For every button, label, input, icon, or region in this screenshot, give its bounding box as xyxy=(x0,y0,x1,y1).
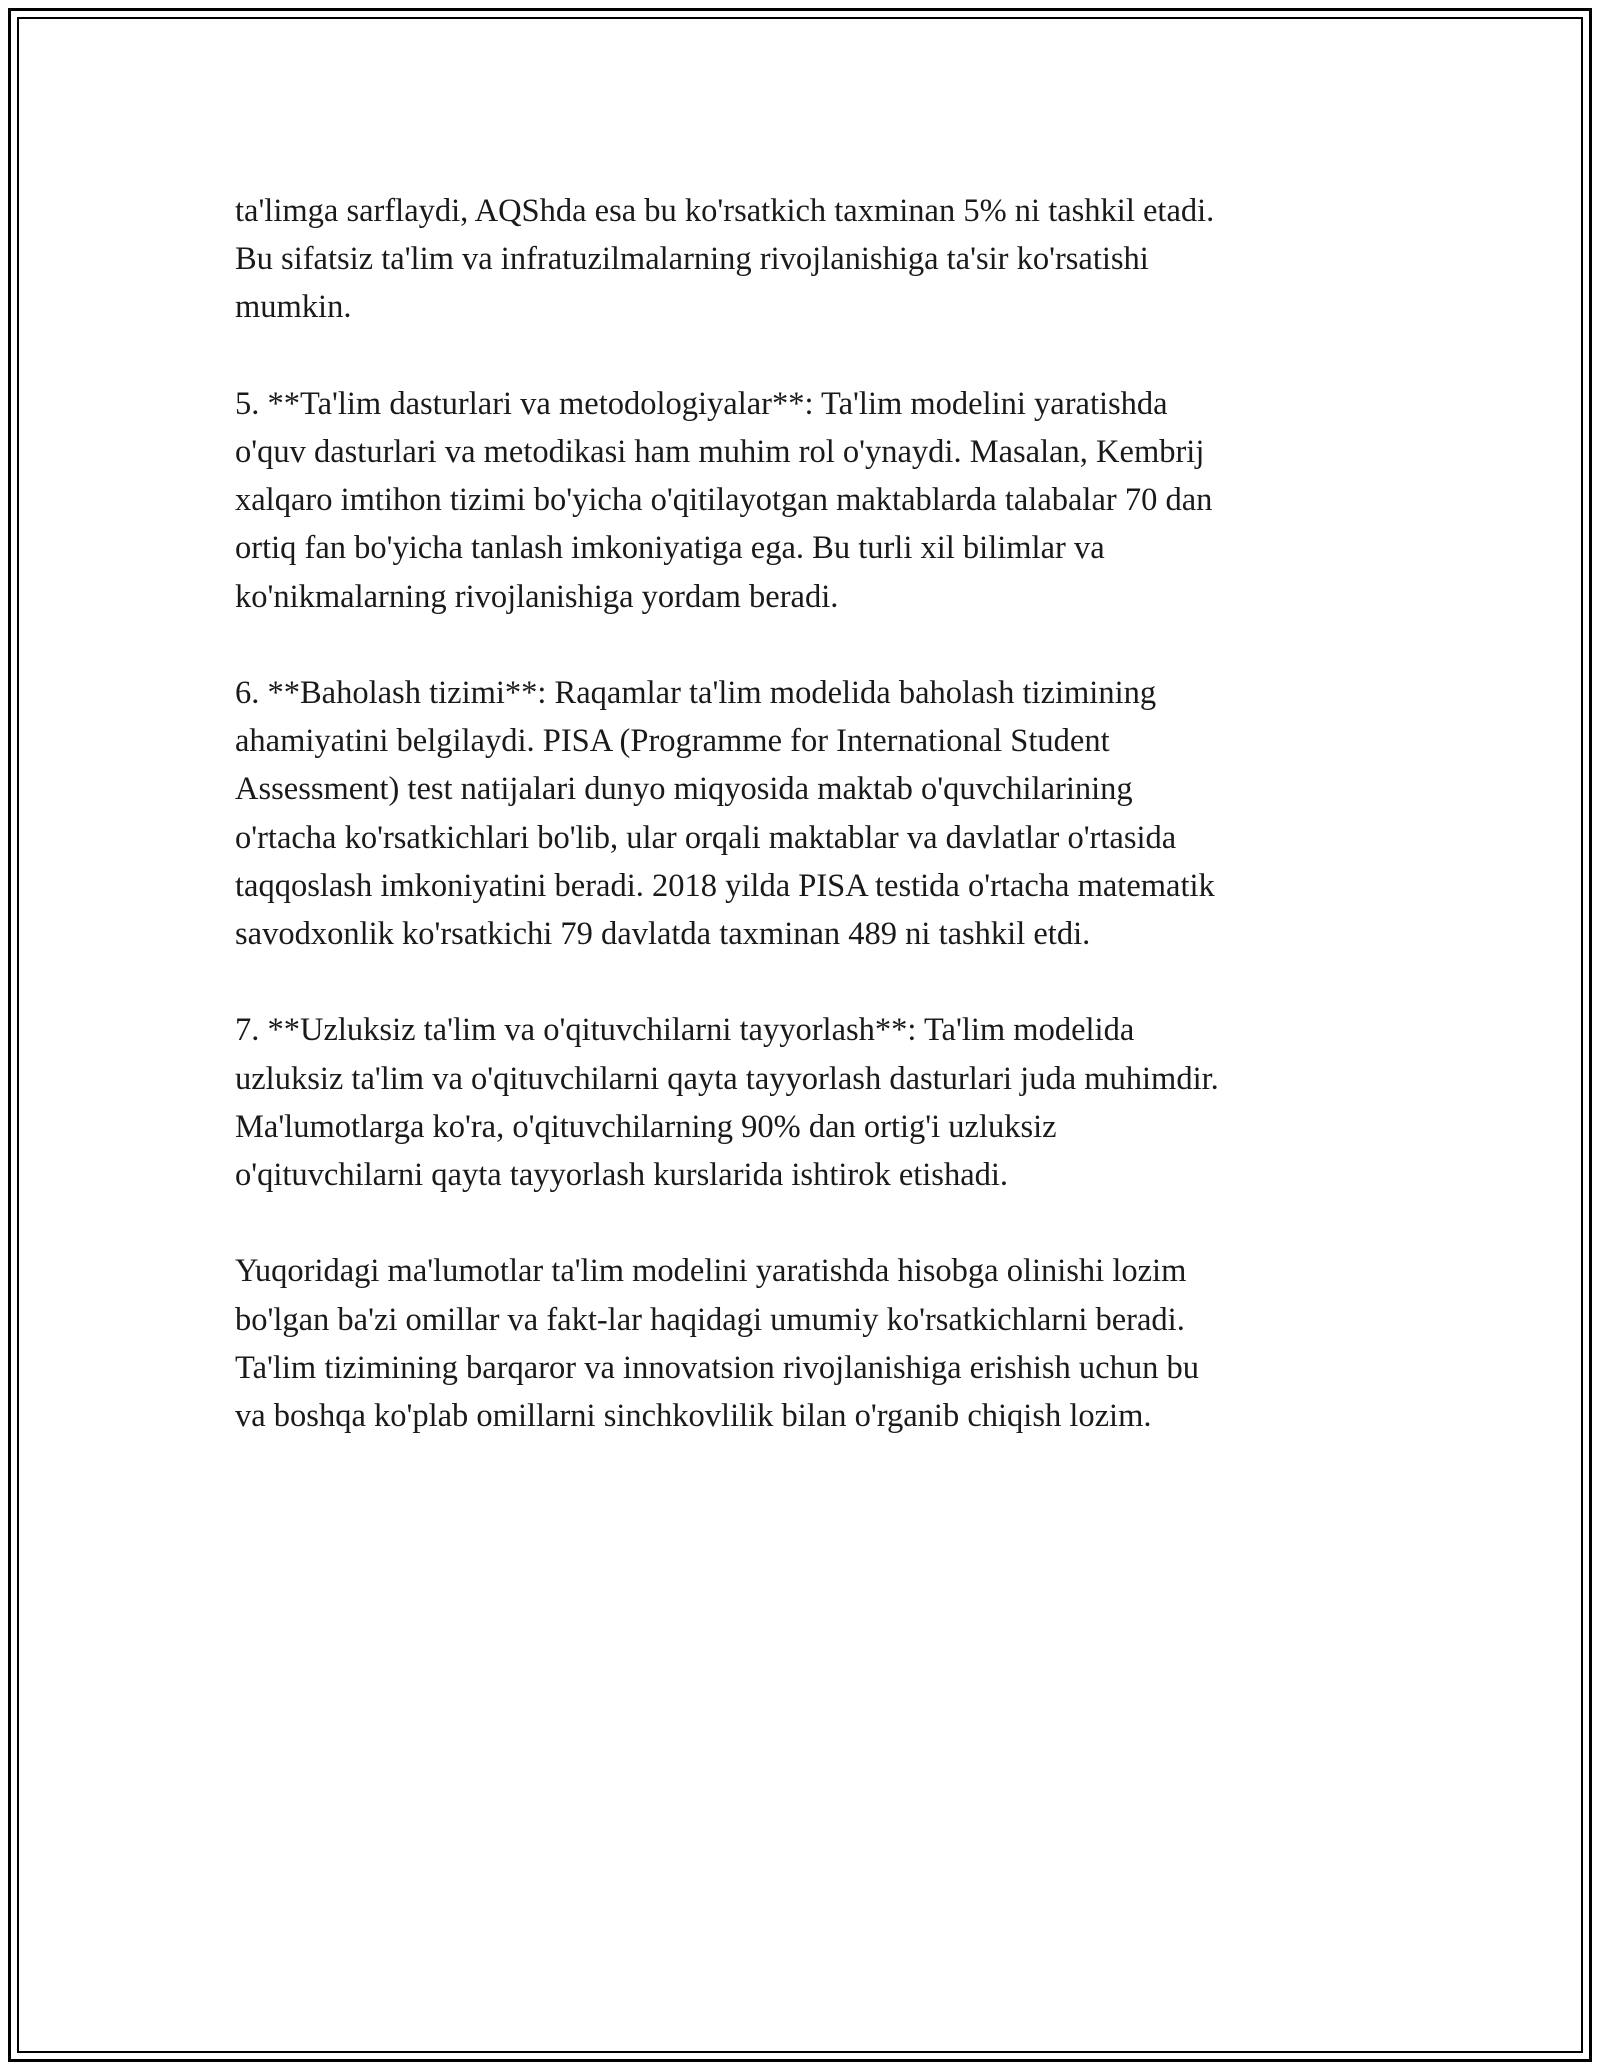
text-line: savodxonlik ko'rsatkichi 79 davlatda taxminan 489 ni tashkil etdi. xyxy=(235,916,1091,953)
text-line: Bu sifatsiz ta'lim va infratuzilmalarning rivojlanishiga ta'sir ko'rsatishi xyxy=(235,241,1149,278)
text-line: taqqoslash imkoniyatini beradi. 2018 yilda PISA testida o'rtacha matematik xyxy=(235,867,1215,904)
paragraph-item-7 xyxy=(235,1006,1370,1199)
text-line: o'qituvchilarni qayta tayyorlash kurslarida ishtirok etishadi. xyxy=(235,1157,1009,1194)
text-line: 5. **Ta'lim dasturlari va metodologiyalar**: Ta'lim modelini yaratishda xyxy=(235,385,1168,422)
text-line: mumkin. xyxy=(235,289,352,326)
text-line: Ta'lim tizimining barqaror va innovatsion rivojlanishiga erishish uchun bu xyxy=(235,1349,1199,1386)
text-line: va boshqa ko'plab omillarni sinchkovlilik bilan o'rganib chiqish lozim. xyxy=(235,1398,1152,1435)
text-line: ta'limga sarflaydi, AQShda esa bu ko'rsatkich taxminan 5% ni tashkil etadi. xyxy=(235,193,1215,229)
paragraph-conclusion xyxy=(235,1247,1370,1440)
paragraph-intro-continuation xyxy=(235,187,1370,332)
text-line: uzluksiz ta'lim va o'qituvchilarni qayta tayyorlash dasturlari juda muhimdir. xyxy=(235,1060,1219,1097)
text-line: Yuqoridagi ma'lumotlar ta'lim modelini yaratishda hisobga olinishi lozim xyxy=(235,1253,1187,1290)
text-line: 6. **Baholash tizimi**: Raqamlar ta'lim modelida baholash tizimining xyxy=(235,675,1157,711)
text-line: Assessment) test natijalari dunyo miqyosida maktab o'quvchilarining xyxy=(235,771,1133,808)
text-line: Ma'lumotlarga ko'ra, o'qituvchilarning 90% dan ortig'i uzluksiz xyxy=(235,1108,1057,1145)
text-line: bo'lgan ba'zi omillar va fakt-lar haqidagi umumiy ko'rsatkichlarni beradi. xyxy=(235,1301,1185,1338)
text-line: o'rtacha ko'rsatkichlari bo'lib, ular orqali maktablar va davlatlar o'rtasida xyxy=(235,819,1177,856)
text-line: xalqaro imtihon tizimi bo'yicha o'qitilayotgan maktablarda talabalar 70 dan xyxy=(235,482,1213,519)
text-line: o'quv dasturlari va metodikasi ham muhim rol o'ynaydi. Masalan, Kembrij xyxy=(235,434,1205,470)
text-line: ahamiyatini belgilaydi. PISA (Programme for International Student xyxy=(235,723,1110,760)
paragraph-item-5 xyxy=(235,380,1370,621)
paragraph-item-6 xyxy=(235,669,1370,958)
document-body xyxy=(235,187,1370,1488)
text-line: 7. **Uzluksiz ta'lim va o'qituvchilarni tayyorlash**: Ta'lim modelida xyxy=(235,1012,1135,1049)
text-line: ortiq fan bo'yicha tanlash imkoniyatiga ega. Bu turli xil bilimlar va xyxy=(235,530,1105,567)
text-line: ko'nikmalarning rivojlanishiga yordam beradi. xyxy=(235,578,839,615)
